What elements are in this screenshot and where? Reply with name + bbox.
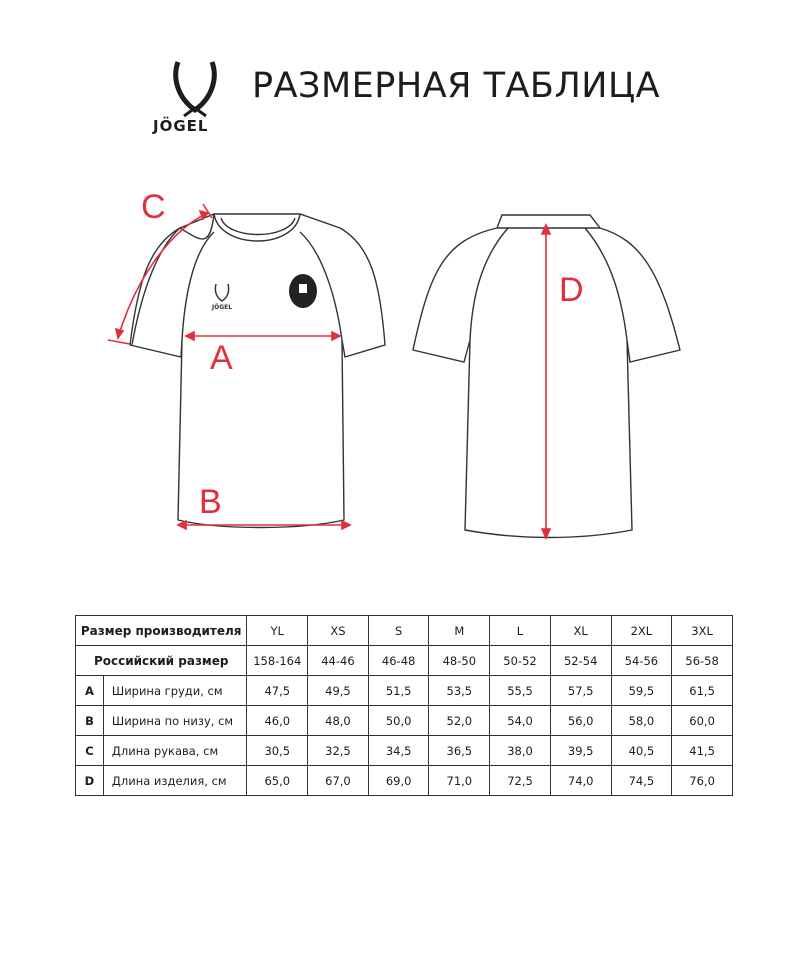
value-cell: 41,5 <box>672 736 733 766</box>
page-title: РАЗМЕРНАЯ ТАБЛИЦА <box>252 66 661 106</box>
russian-size-label: Российский размер <box>76 646 247 676</box>
value-cell: 60,0 <box>672 706 733 736</box>
measurement-label-b: B <box>199 483 222 521</box>
row-param: Ширина груди, см <box>103 676 247 706</box>
value-cell: 74,0 <box>550 766 611 796</box>
value-cell: 58,0 <box>611 706 672 736</box>
russian-size-cell: 56-58 <box>672 646 733 676</box>
value-cell: 65,0 <box>247 766 308 796</box>
value-cell: 56,0 <box>550 706 611 736</box>
value-cell: 49,5 <box>308 676 369 706</box>
front-chest-logo-icon <box>211 284 232 311</box>
measurement-label-a: A <box>210 339 233 377</box>
value-cell: 32,5 <box>308 736 369 766</box>
value-cell: 52,0 <box>429 706 490 736</box>
row-letter: D <box>76 766 104 796</box>
value-cell: 54,0 <box>490 706 551 736</box>
value-cell: 69,0 <box>368 766 429 796</box>
russian-size-cell: 50-52 <box>490 646 551 676</box>
value-cell: 47,5 <box>247 676 308 706</box>
size-cell: M <box>429 616 490 646</box>
russian-size-cell: 48-50 <box>429 646 490 676</box>
manufacturer-size-row <box>76 616 733 646</box>
value-cell: 59,5 <box>611 676 672 706</box>
value-cell: 40,5 <box>611 736 672 766</box>
russian-emblem-icon <box>289 274 317 308</box>
value-cell: 67,0 <box>308 766 369 796</box>
russian-size-cell: 44-46 <box>308 646 369 676</box>
row-letter: A <box>76 676 104 706</box>
value-cell: 39,5 <box>550 736 611 766</box>
manufacturer-size-label: Размер производителя <box>76 616 247 646</box>
russian-size-row <box>76 646 733 676</box>
russian-size-cell: 46-48 <box>368 646 429 676</box>
table-row-d <box>76 766 733 796</box>
row-letter: C <box>76 736 104 766</box>
size-cell: YL <box>247 616 308 646</box>
table-row-c <box>76 736 733 766</box>
size-cell: 2XL <box>611 616 672 646</box>
row-param: Ширина по низу, см <box>103 706 247 736</box>
value-cell: 57,5 <box>550 676 611 706</box>
table-row-b <box>76 706 733 736</box>
value-cell: 53,5 <box>429 676 490 706</box>
size-cell: L <box>490 616 551 646</box>
value-cell: 48,0 <box>308 706 369 736</box>
value-cell: 76,0 <box>672 766 733 796</box>
row-param: Длина рукава, см <box>103 736 247 766</box>
size-cell: XL <box>550 616 611 646</box>
russian-size-cell: 158-164 <box>247 646 308 676</box>
russian-size-cell: 54-56 <box>611 646 672 676</box>
value-cell: 30,5 <box>247 736 308 766</box>
value-cell: 74,5 <box>611 766 672 796</box>
size-cell: S <box>368 616 429 646</box>
size-cell: 3XL <box>672 616 733 646</box>
front-shirt-icon <box>130 214 385 528</box>
value-cell: 55,5 <box>490 676 551 706</box>
russian-size-cell: 52-54 <box>550 646 611 676</box>
value-cell: 38,0 <box>490 736 551 766</box>
value-cell: 51,5 <box>368 676 429 706</box>
value-cell: 36,5 <box>429 736 490 766</box>
value-cell: 50,0 <box>368 706 429 736</box>
value-cell: 34,5 <box>368 736 429 766</box>
svg-text:JÖGEL: JÖGEL <box>211 304 233 311</box>
row-param: Длина изделия, см <box>103 766 247 796</box>
value-cell: 72,5 <box>490 766 551 796</box>
brand-name: JÖGEL <box>153 117 209 135</box>
measurement-label-d: D <box>559 271 584 309</box>
table-row-a <box>76 676 733 706</box>
measurement-label-c: C <box>141 188 166 226</box>
size-table <box>75 615 733 796</box>
value-cell: 61,5 <box>672 676 733 706</box>
value-cell: 71,0 <box>429 766 490 796</box>
row-letter: B <box>76 706 104 736</box>
value-cell: 46,0 <box>247 706 308 736</box>
size-cell: XS <box>308 616 369 646</box>
